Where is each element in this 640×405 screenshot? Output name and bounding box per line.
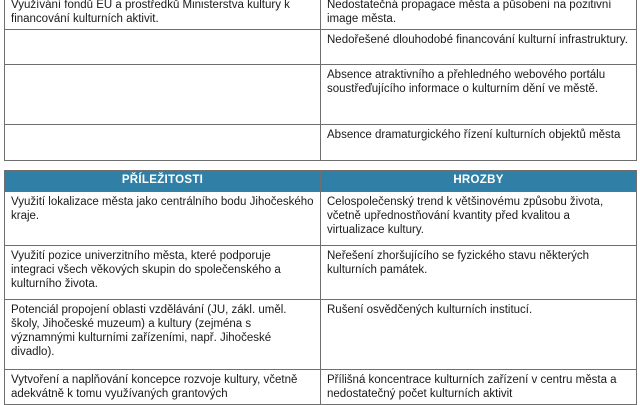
table-row bbox=[5, 125, 637, 161]
table-cell: Absence dramaturgického řízení kulturních objektů města bbox=[321, 125, 637, 161]
table-row bbox=[5, 192, 637, 246]
table-header-row bbox=[5, 171, 637, 192]
table-cell: Využití lokalizace města jako centrálního bodu Jihočeského kraje. bbox=[5, 192, 321, 246]
table-cell: Vytvoření a naplňování koncepce rozvoje kultury, včetně adekvátně k tomu využívaných grantových bbox=[5, 370, 321, 405]
strengths-weaknesses-table bbox=[4, 0, 637, 161]
table-cell: Rušení osvědčených kulturních institucí. bbox=[321, 300, 637, 370]
table-row bbox=[5, 65, 637, 125]
table-cell: Absence atraktivního a přehledného webového portálu soustřeďujícího informace o kulturním dění ve městě. bbox=[321, 65, 637, 125]
opportunities-header: PŘÍLEŽITOSTI bbox=[5, 171, 321, 192]
table-cell: Neřešení zhoršujícího se fyzického stavu některých kulturních památek. bbox=[321, 246, 637, 300]
table-cell: Využití pozice univerzitního města, které podporuje integraci všech věkových skupin do společenského a kulturního života. bbox=[5, 246, 321, 300]
table-cell: Potenciál propojení oblasti vzdělávání (JU, zákl. uměl. školy, Jihočeské muzeum) a kultury (zejména s významnými kulturními zařízeními, např. Jihočeské divadlo). bbox=[5, 300, 321, 370]
table-cell: Přílišná koncentrace kulturních zařízení v centru města a nedostatečný počet kulturních aktivit bbox=[321, 370, 637, 405]
table-row bbox=[5, 370, 637, 405]
table-row bbox=[5, 300, 637, 370]
table-row bbox=[5, 0, 637, 30]
table-row bbox=[5, 246, 637, 300]
opportunities-threats-table bbox=[4, 170, 637, 405]
table-cell: Nedořešené dlouhodobé financování kulturní infrastruktury. bbox=[321, 30, 637, 65]
table-row bbox=[5, 30, 637, 65]
table-cell bbox=[5, 30, 321, 65]
table-cell bbox=[5, 65, 321, 125]
threats-header: HROZBY bbox=[321, 171, 637, 192]
table-cell: Nedostatečná propagace města a působení na pozitivní image města. bbox=[321, 0, 637, 30]
table-cell: Celospolečenský trend k většinovému způsobu života, včetně upřednostňování kvantity před kvalitou a virtualizace kultury. bbox=[321, 192, 637, 246]
table-cell bbox=[5, 125, 321, 161]
table-cell: Využívání fondů EU a prostředků Ministerstva kultury k financování kulturních aktivit. bbox=[5, 0, 321, 30]
